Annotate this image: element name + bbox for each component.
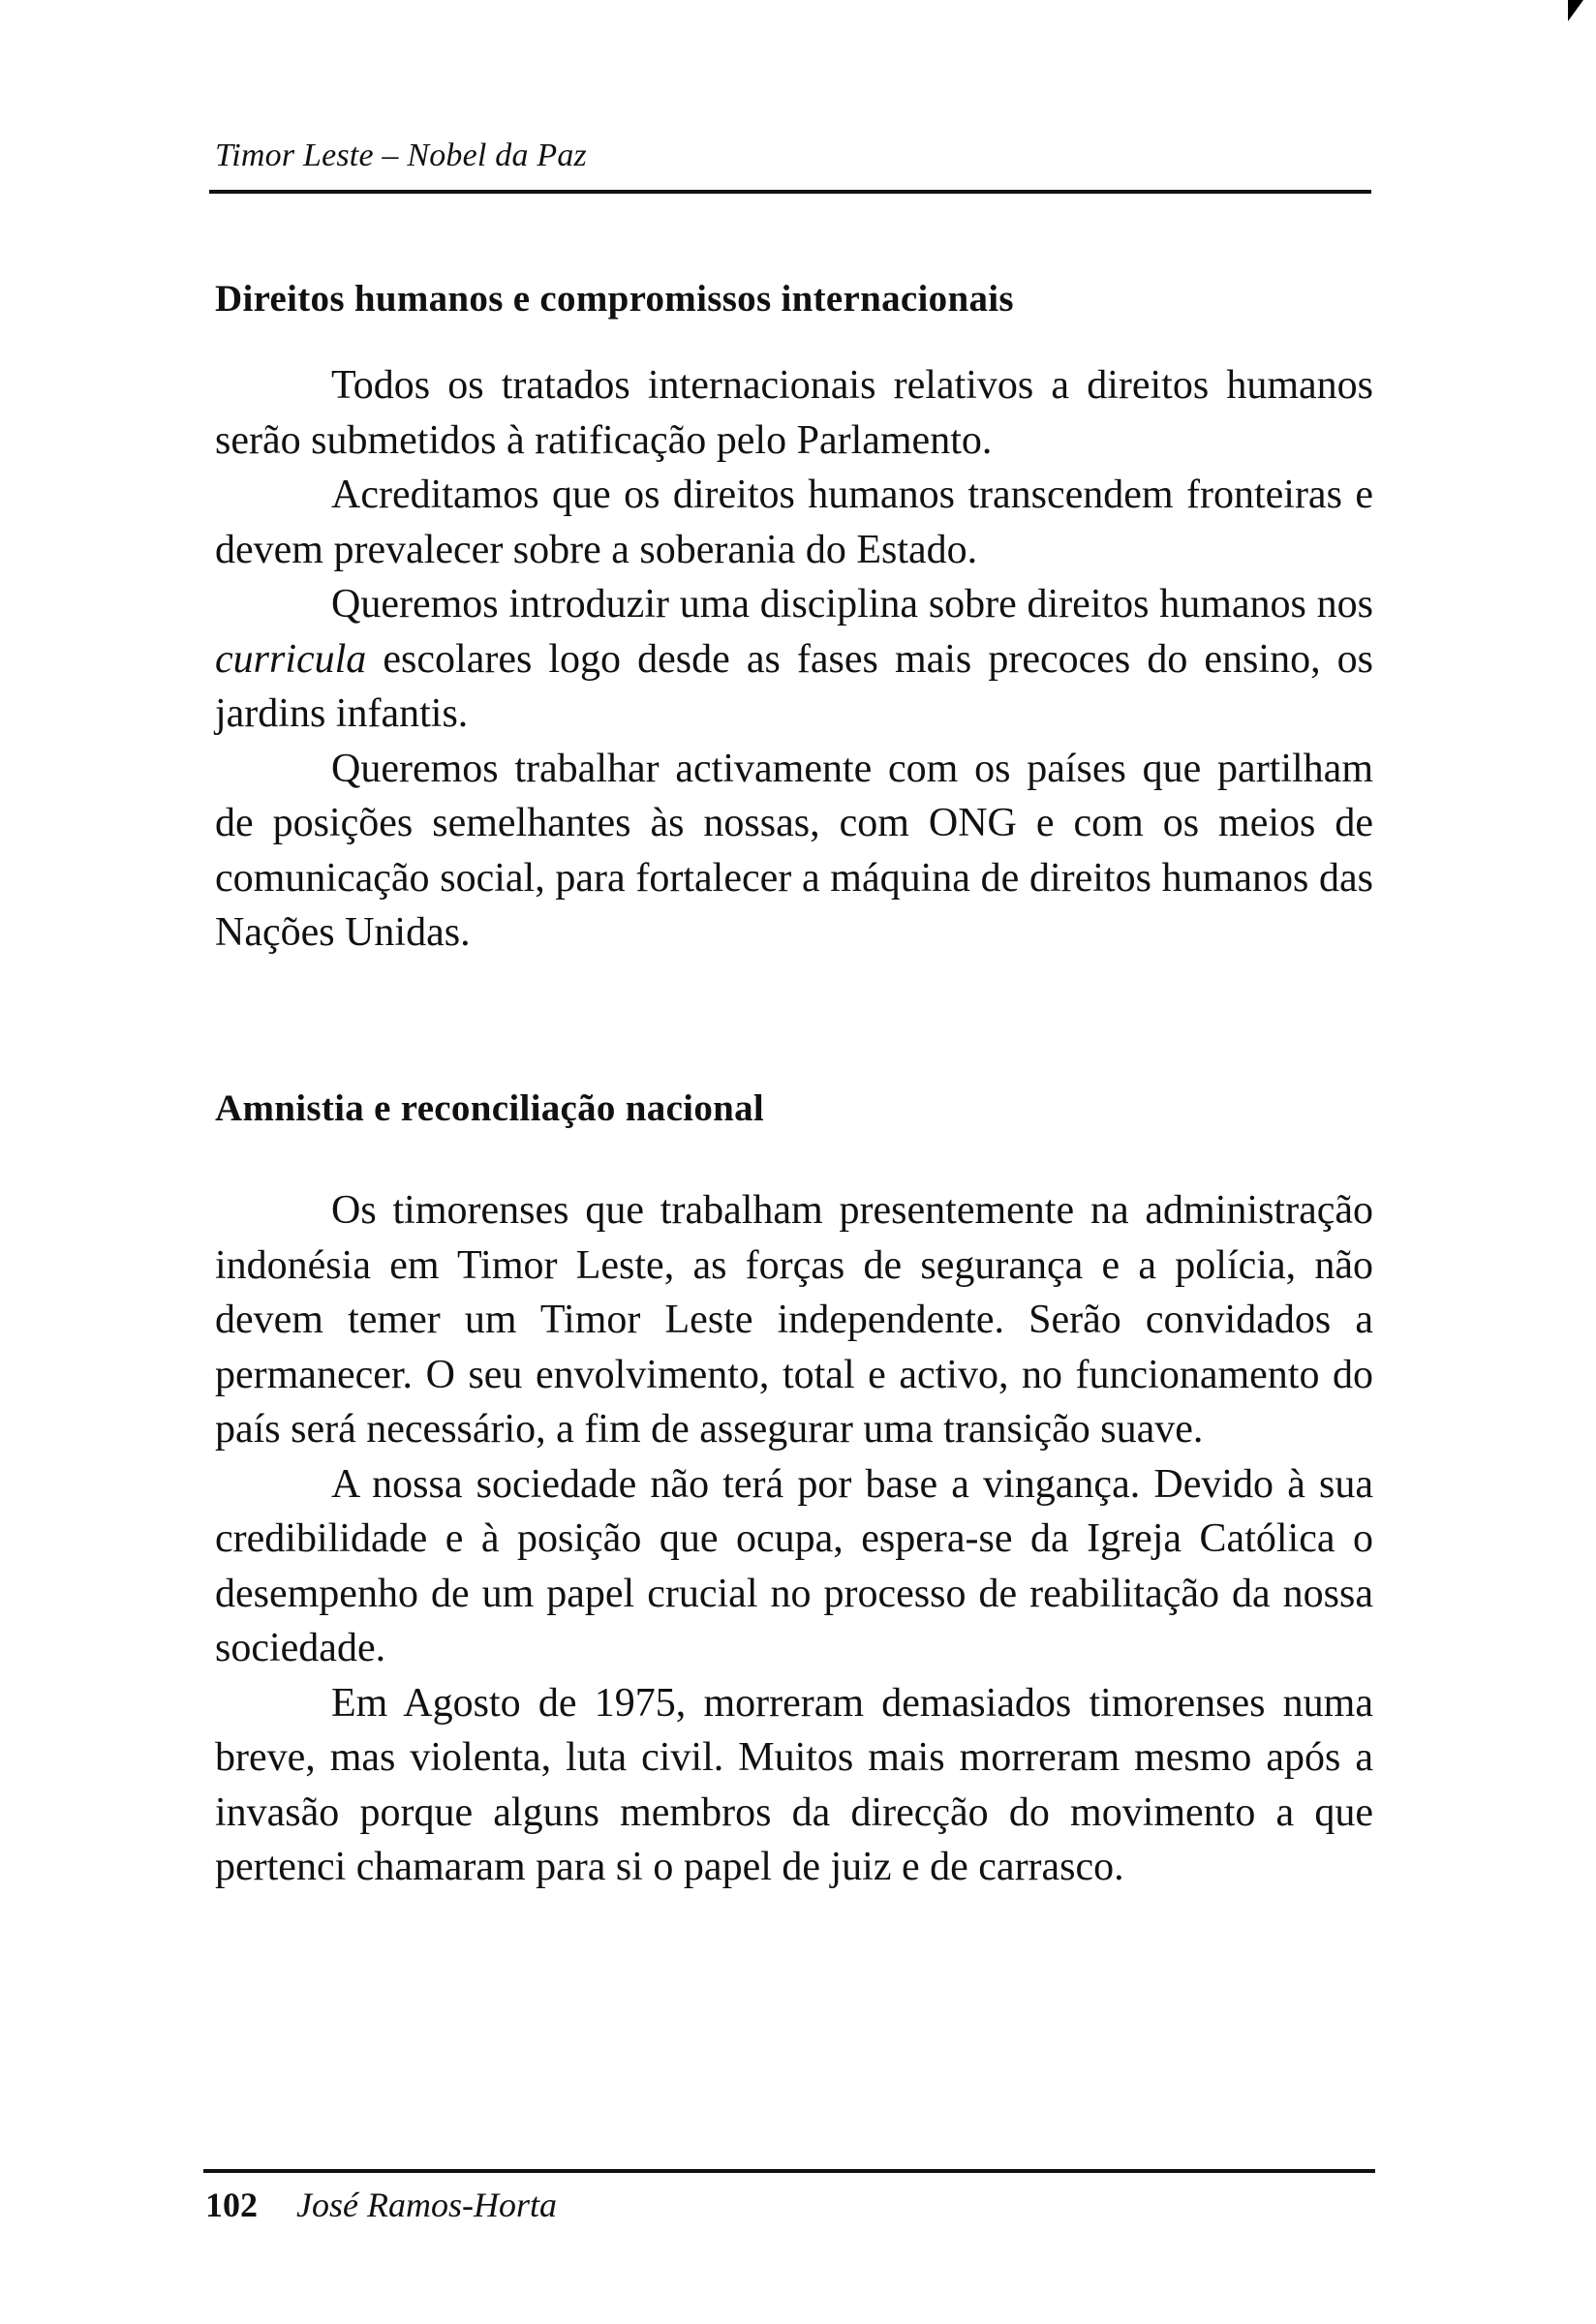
- footer-author: José Ramos-Horta: [296, 2186, 557, 2224]
- paragraph: Todos os tratados internacionais relativos a direitos humanos serão submetidos à ratificação pelo Parlamento.: [215, 363, 1373, 463]
- page-number: 102: [205, 2186, 258, 2224]
- paragraph: Queremos trabalhar activamente com os países que partilham de posições semelhantes às nossas, com ONG e com os meios de comunicação social, para fortalecer a máquina de direitos humanos das Nações Unidas.: [215, 746, 1373, 955]
- header-rule: [209, 190, 1371, 194]
- running-header: Timor Leste – Nobel da Paz: [215, 138, 587, 173]
- footer-rule: [203, 2169, 1375, 2173]
- paragraph: Acreditamos que os direitos humanos transcendem fronteiras e devem prevalecer sobre a soberania do Estado.: [215, 473, 1373, 572]
- paragraph: Em Agosto de 1975, morreram demasiados timorenses numa breve, mas violenta, luta civil. Muitos mais morreram mesmo após a invasão porque alguns membros da direcção do movimento a que pertenci chamaram para si o papel de juiz e de carrasco.: [215, 1680, 1373, 1889]
- section-body-human-rights: [215, 358, 1373, 961]
- page-footer: [205, 2185, 557, 2225]
- section-body-amnesty: [215, 1183, 1373, 1895]
- scan-corner-mark: [1568, 0, 1583, 21]
- paragraph: Os timorenses que trabalham presentemente na administração indonésia em Timor Leste, as forças de segurança e a polícia, não devem temer um Timor Leste independente. Serão convidados a permanecer. O seu envolvimento, total e activo, no funcionamento do país será necessário, a fim de assegurar uma transição suave.: [215, 1188, 1373, 1452]
- paragraph: A nossa sociedade não terá por base a vingança. Devido à sua credibilidade e à posição que ocupa, espera-se da Igreja Católica o desempenho de um papel crucial no processo de reabilitação da nossa sociedade.: [215, 1461, 1373, 1670]
- paragraph: [215, 577, 1373, 742]
- section-heading-human-rights: Direitos humanos e compromissos internacionais: [215, 278, 1014, 320]
- italic-term: curricula: [215, 636, 367, 682]
- paragraph-text: escolares logo desde as fases mais precoces do ensino, os jardins infantis.: [215, 636, 1373, 736]
- paragraph-text: Queremos introduzir uma disciplina sobre direitos humanos nos: [331, 582, 1373, 627]
- section-heading-amnesty: Amnistia e reconciliação nacional: [215, 1087, 765, 1129]
